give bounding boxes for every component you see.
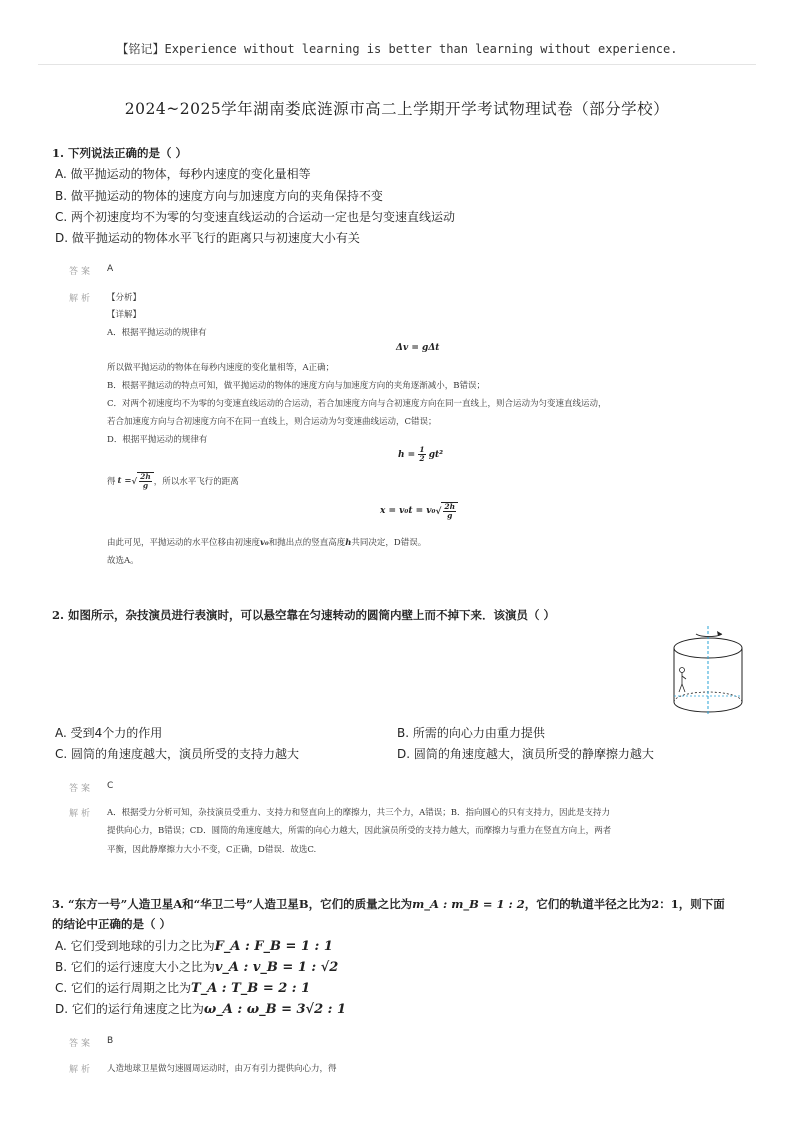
q3-option-b-math: v_A : v_B = 1 : √2: [214, 960, 339, 975]
sqrt-sign-icon: √: [435, 507, 442, 517]
motto-header: 【铭记】Experience without learning is better than learning without experience.: [116, 42, 678, 56]
q2-option-d[interactable]: D. 圆筒的角速度越大，演员所受的静摩擦力越大: [397, 747, 654, 761]
q3-stem-line-1: [52, 896, 725, 912]
q1-analysis-line-1: A．根据平抛运动的规律有: [107, 328, 207, 338]
q1-eq3-sqrt: [435, 502, 458, 520]
q2-answer-label: 答案: [69, 784, 94, 794]
q1-line7-denominator: g: [142, 481, 149, 490]
sqrt-sign-icon: √: [131, 477, 138, 487]
q1-option-b[interactable]: B. 做平抛运动的物体的速度方向与加速度方向的夹角保持不变: [55, 189, 383, 203]
q1-eq2-numerator: 1: [419, 445, 425, 454]
q1-eq2-lhs: h =: [398, 450, 416, 460]
q3-option-c[interactable]: [55, 979, 310, 996]
rotating-cylinder-figure: [666, 624, 756, 714]
q1-line8-h: h: [345, 538, 352, 548]
q3-analysis-label: 解析: [69, 1065, 94, 1075]
q2-analysis-line-3: 平衡，因此静摩擦力大小不变，C正确，D错误．故选C.: [107, 845, 317, 855]
q1-line7-sqrt: [132, 472, 154, 490]
q3-stem-b: ，它们的轨道半径之比为2：1，则下面: [524, 897, 725, 911]
q1-analysis-tag-2: 【详解】: [107, 310, 142, 320]
q1-analysis-line-7: [107, 472, 239, 490]
q1-analysis-line-6: D．根据平抛运动的规律有: [107, 435, 208, 445]
q3-mass-ratio: m_A : m_B = 1 : 2: [412, 897, 525, 911]
q1-answer-label: 答案: [69, 267, 94, 277]
q1-line7-numerator: 2h: [140, 472, 151, 481]
q2-option-b[interactable]: B. 所需的向心力由重力提供: [397, 726, 545, 740]
q1-analysis-line-2: 所以做平抛运动的物体在每秒内速度的变化量相等，A正确；: [107, 363, 335, 373]
q1-option-a[interactable]: A. 做平抛运动的物体，每秒内速度的变化量相等: [55, 167, 311, 181]
page-title: 2024~2025学年湖南娄底涟源市高二上学期开学考试物理试卷（部分学校）: [124, 100, 670, 118]
q1-equation-2: [398, 446, 443, 463]
q1-line8-b: 和抛出点的竖直高度: [268, 538, 346, 548]
q1-line7-pre: 得: [107, 477, 116, 487]
q3-option-a[interactable]: [55, 937, 333, 954]
q3-answer-label: 答案: [69, 1039, 94, 1049]
q1-analysis-label: 解析: [69, 294, 94, 304]
q2-answer-value: C: [107, 781, 114, 791]
q1-eq3-text: x = v₀t = v₀: [380, 506, 436, 516]
q1-analysis-line-5: 若合加速度方向与合初速度方向不在同一直线上，则合运动为匀变速曲线运动，C错误；: [107, 417, 437, 427]
q3-stem-a: 3. “东方一号”人造卫星A和“华卫二号”人造卫星B，它们的质量之比为: [52, 897, 413, 911]
q3-option-c-math: T_A : T_B = 2 : 1: [191, 981, 311, 996]
q1-eq2-fraction: [418, 446, 425, 463]
q3-option-a-text: A. 它们受到地球的引力之比为: [55, 939, 215, 953]
q1-line8-v: v₀: [260, 538, 269, 548]
q1-eq2-rhs: gt²: [428, 450, 444, 460]
q3-option-d[interactable]: [55, 1000, 346, 1017]
q2-analysis-line-1: A．根据受力分析可知，杂技演员受重力、支持力和竖直向上的摩擦力，共三个力，A错误；B．指向圆心的只有支持力，因此是支持力: [107, 808, 611, 818]
q1-eq3-numerator: 2h: [444, 502, 456, 511]
q2-analysis-label: 解析: [69, 809, 94, 819]
q2-option-a[interactable]: A. 受到4个力的作用: [55, 726, 163, 740]
q3-stem-line-2: 的结论中正确的是（ ）: [52, 917, 172, 931]
q1-line7-t: t =: [117, 476, 132, 486]
q1-eq2-denominator: 2: [419, 454, 425, 463]
q3-analysis-line-1: 人造地球卫星做匀速圆周运动时，由万有引力提供向心力，得: [107, 1064, 337, 1074]
q1-eq3-denominator: g: [447, 511, 453, 520]
q1-analysis-line-4: C．对两个初速度均不为零的匀变速直线运动的合运动，若合加速度方向与合初速度方向在同一直线上，则合运动为匀变速直线运动，: [107, 399, 607, 409]
q1-analysis-line-8: [107, 536, 426, 548]
q1-analysis-line-9: 故选A。: [107, 556, 139, 566]
q3-option-d-text: D. 它们的运行角速度之比为: [55, 1002, 204, 1016]
q1-answer-value: A: [107, 264, 114, 274]
q1-analysis-tag-1: 【分析】: [107, 293, 142, 303]
q3-option-c-text: C. 它们的运行周期之比为: [55, 981, 192, 995]
q1-equation-1: Δv = gΔt: [396, 343, 440, 353]
q3-option-a-math: F_A : F_B = 1 : 1: [214, 939, 333, 954]
q3-option-d-math: ω_A : ω_B = 3√2 : 1: [203, 1002, 347, 1017]
q1-line8-a: 由此可见，平抛运动的水平位移由初速度: [107, 538, 261, 548]
q1-option-c[interactable]: C. 两个初速度均不为零的匀变速直线运动的合运动一定也是匀变速直线运动: [55, 210, 456, 224]
q3-option-b-text: B. 它们的运行速度大小之比为: [55, 960, 215, 974]
q1-stem: 1. 下列说法正确的是（ ）: [52, 146, 188, 160]
q2-stem: 2. 如图所示，杂技演员进行表演时，可以悬空靠在匀速转动的圆筒内壁上而不掉下来．该演员（ ）: [52, 608, 556, 622]
q1-option-d[interactable]: D. 做平抛运动的物体水平飞行的距离只与初速度大小有关: [55, 231, 360, 245]
q3-answer-value: B: [107, 1036, 114, 1046]
q2-option-c[interactable]: C. 圆筒的角速度越大，演员所受的支持力越大: [55, 747, 300, 761]
q1-line7-post: ，所以水平飞行的距离: [153, 477, 239, 487]
header-divider: [38, 64, 756, 65]
q1-equation-3: [380, 502, 458, 520]
q2-analysis-line-2: 提供向心力，B错误；CD．圆筒的角速度越大，所需的向心力越大，因此演员所受的支持力越大，而摩擦力与重力在竖直方向上，两者: [107, 826, 612, 836]
q1-analysis-line-3: B．根据平抛运动的特点可知，做平抛运动的物体的速度方向与加速度方向的夹角逐渐减小，B错误；: [107, 381, 485, 391]
q1-line8-c: 共同决定，D错误。: [351, 538, 427, 548]
q3-option-b[interactable]: [55, 958, 338, 975]
